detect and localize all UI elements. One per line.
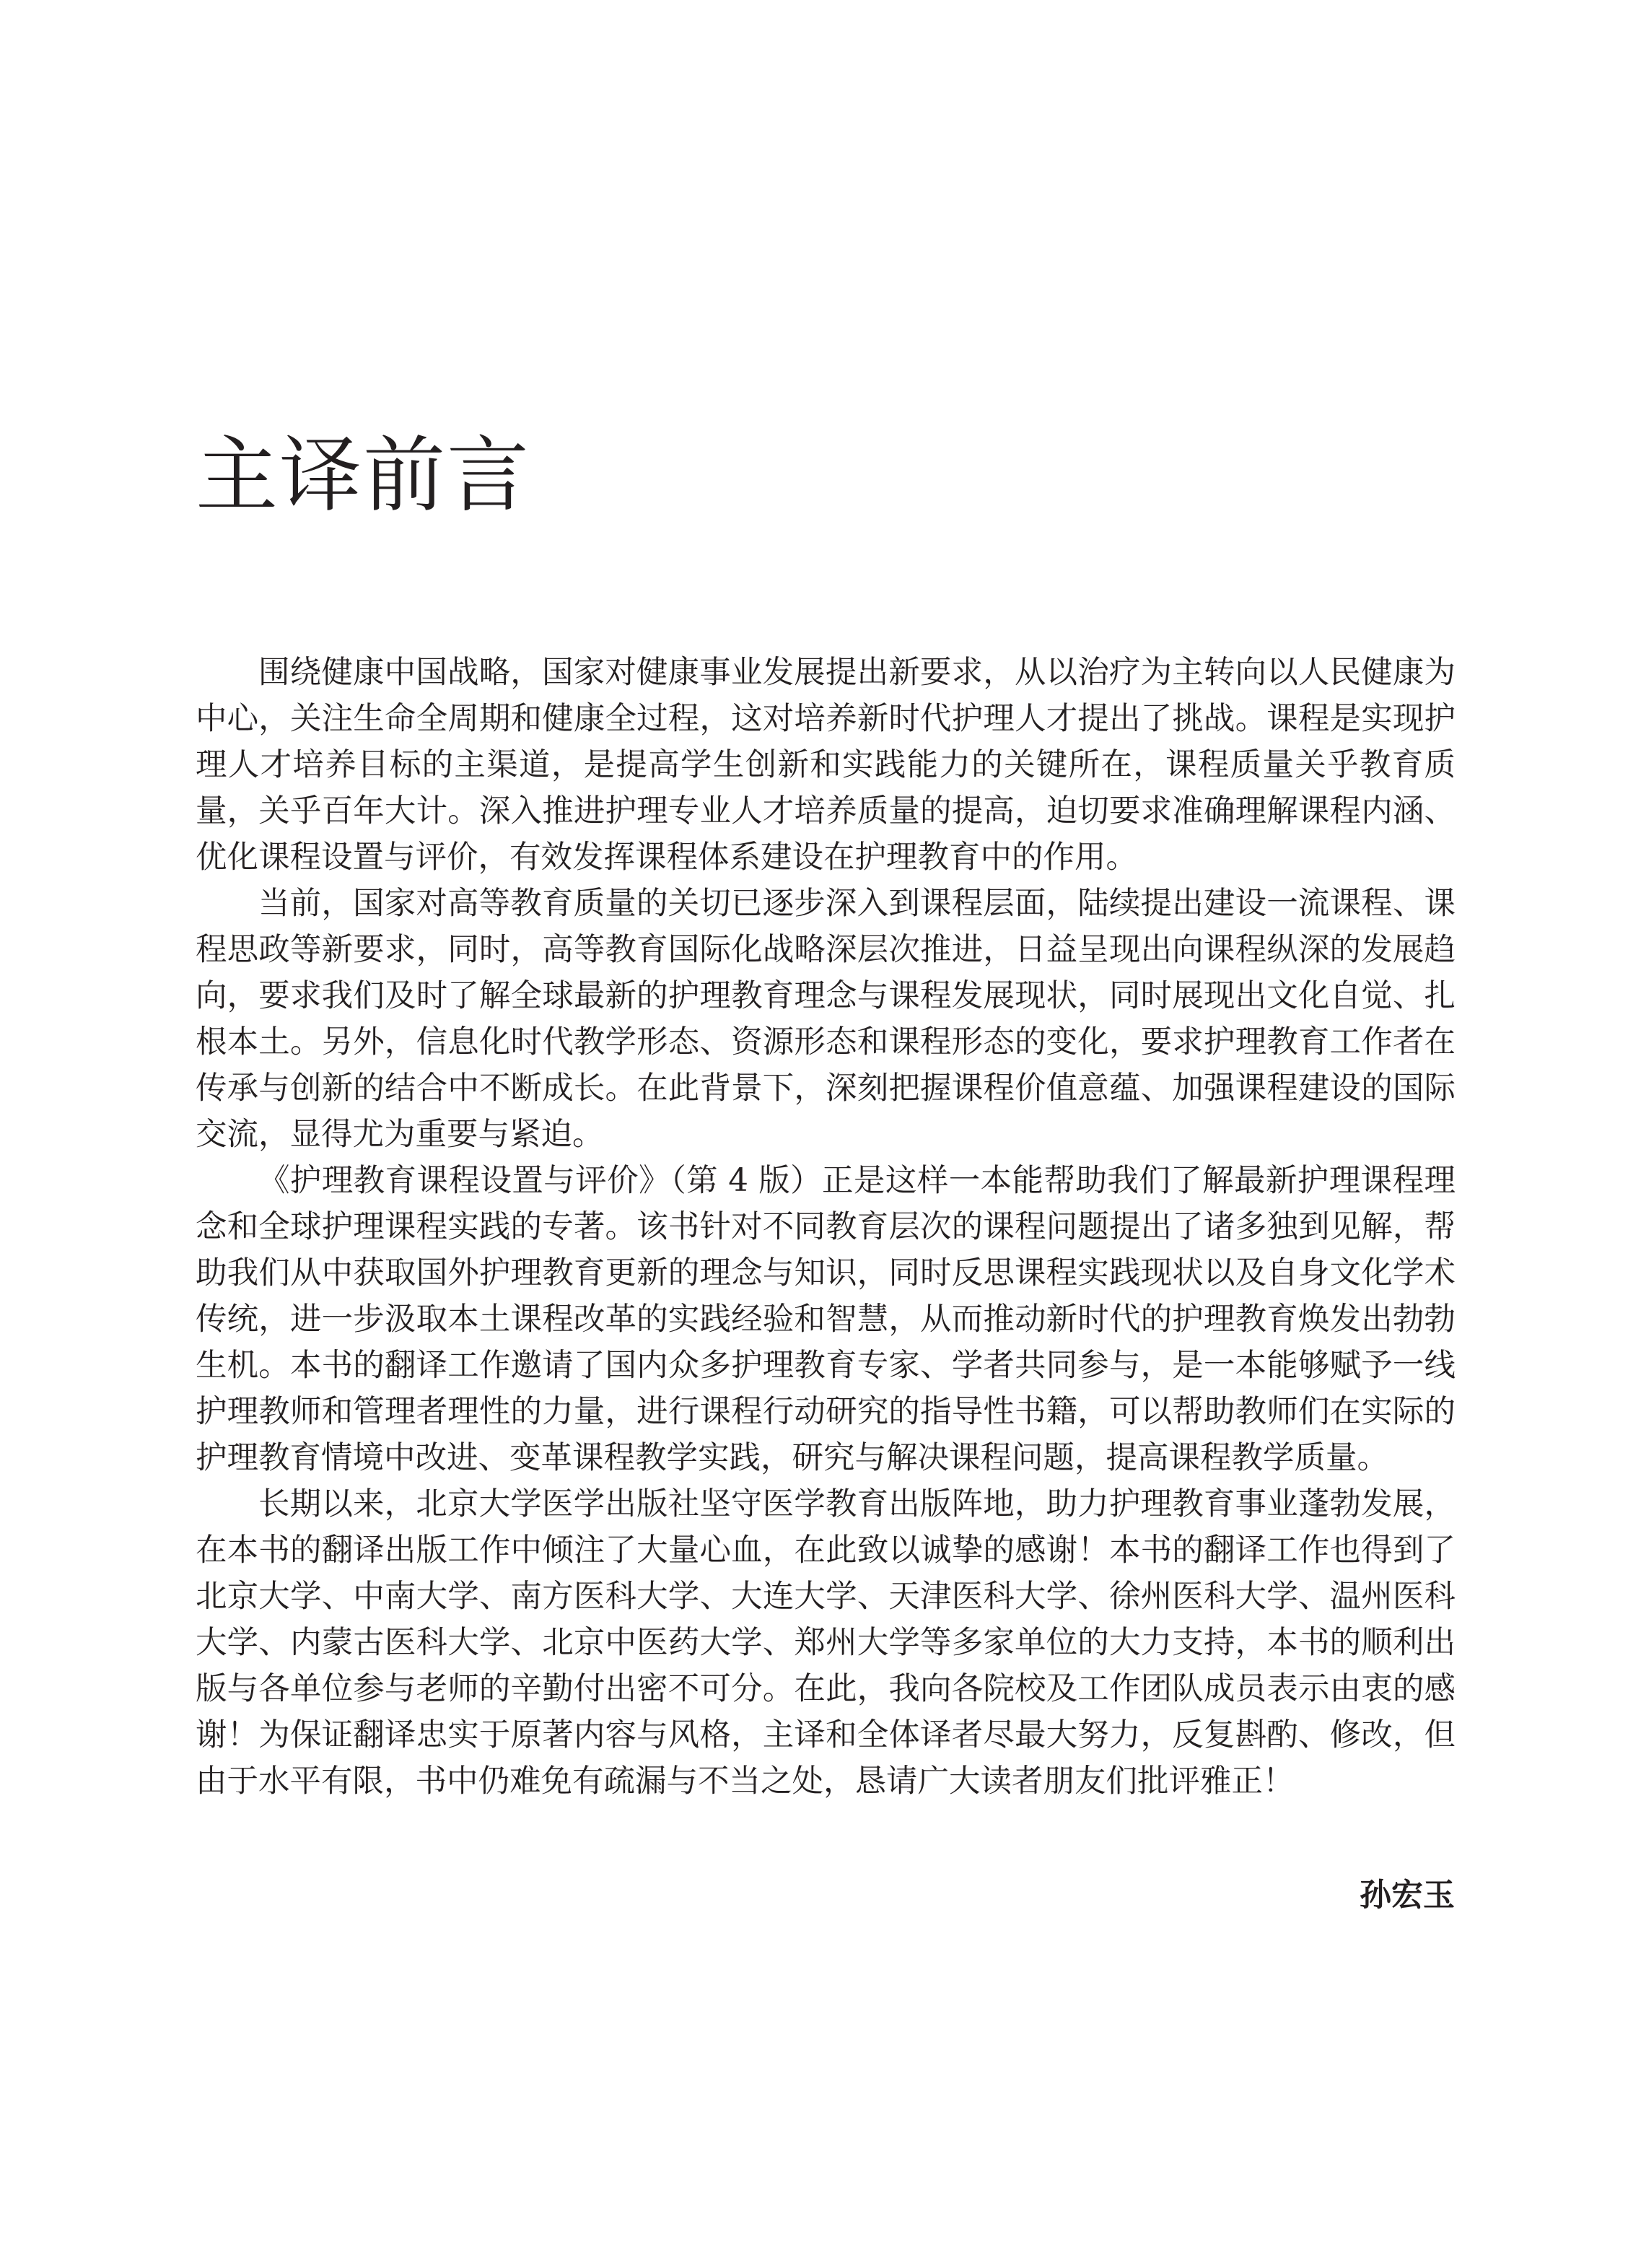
paragraph-2: 当前，国家对高等教育质量的关切已逐步深入到课程层面，陆续提出建设一流课程、课程思政等新要求，同时，高等教育国际化战略深层次推进，日益呈现出向课程纵深的发展趋向，要求我们及时了解全球最新的护理教育理念与课程发展现状，同时展现出文化自觉、扎根本土。另外，信息化时代教学形态、资源形态和课程形态的变化，要求护理教育工作者在传承与创新的结合中不断成长。在此背景下，深刻把握课程价值意蕴、加强课程建设的国际交流，显得尤为重要与紧迫。 [196, 886, 1456, 1153]
author-signature: 孙宏玉 [1360, 1877, 1455, 1914]
paragraph-4: 长期以来，北京大学医学出版社坚守医学教育出版阵地，助力护理教育事业蓬勃发展，在本书的翻译出版工作中倾注了大量心血，在此致以诚挚的感谢！本书的翻译工作也得到了北京大学、中南大学、南方医科大学、大连大学、天津医科大学、徐州医科大学、温州医科大学、内蒙古医科大学、北京中医药大学、郑州大学等多家单位的大力支持，本书的顺利出版与各单位参与老师的辛勤付出密不可分。在此，我向各院校及工作团队成员表示由衷的感谢！为保证翻译忠实于原著内容与风格，主译和全体译者尽最大努力，反复斟酌、修改，但由于水平有限，书中仍难免有疏漏与不当之处，恳请广大读者朋友们批评雅正！ [196, 1486, 1456, 1800]
paragraph-3: 《护理教育课程设置与评价》（第 4 版）正是这样一本能帮助我们了解最新护理课程理念和全球护理课程实践的专著。该书针对不同教育层次的课程问题提出了诸多独到见解，帮助我们从中获取国外护理教育更新的理念与知识，同时反思课程实践现状以及自身文化学术传统，进一步汲取本土课程改革的实践经验和智慧，从而推动新时代的护理教育焕发出勃勃生机。本书的翻译工作邀请了国内众多护理教育专家、学者共同参与，是一本能够赋予一线护理教师和管理者理性的力量，进行课程行动研究的指导性书籍，可以帮助教师们在实际的护理教育情境中改进、变革课程教学实践，研究与解决课程问题，提高课程教学质量。 [196, 1163, 1456, 1476]
page-title: 主译前言 [196, 427, 531, 523]
paragraph-1: 围绕健康中国战略，国家对健康事业发展提出新要求，从以治疗为主转向以人民健康为中心，关注生命全周期和健康全过程，这对培养新时代护理人才提出了挑战。课程是实现护理人才培养目标的主渠道，是提高学生创新和实践能力的关键所在，课程质量关乎教育质量，关乎百年大计。深入推进护理专业人才培养质量的提高，迫切要求准确理解课程内涵、优化课程设置与评价，有效发挥课程体系建设在护理教育中的作用。 [196, 655, 1456, 876]
preface-body [196, 650, 1456, 1805]
